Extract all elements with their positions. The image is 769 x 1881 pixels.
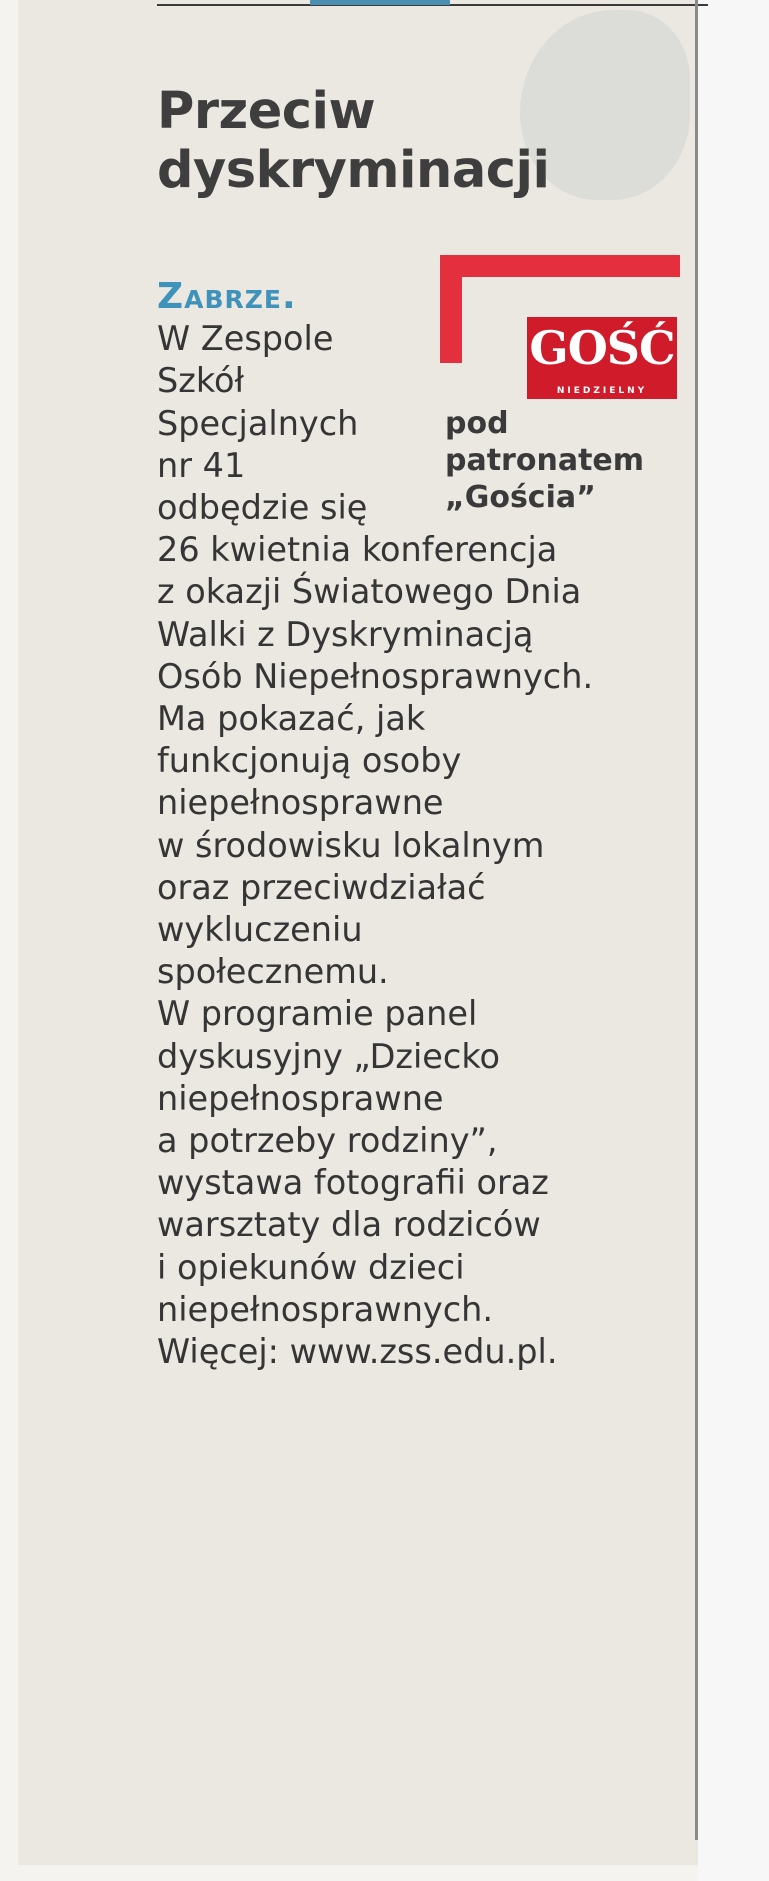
body-line: dyskusyjny „Dziecko <box>157 1036 501 1076</box>
body-line: nr 41 <box>157 445 246 485</box>
body-line: odbędzie się <box>157 488 368 528</box>
body-line: oraz przeciwdziałać <box>157 867 486 907</box>
body-line: 26 kwietnia konferencja <box>157 530 558 570</box>
body-line: warsztaty dla rodziców <box>157 1205 541 1245</box>
body-line: funkcjonują osoby <box>157 741 462 781</box>
headline-line-1: Przeciw <box>157 82 376 141</box>
headline-line-2: dyskryminacji <box>157 141 550 200</box>
patronage-line-1: pod <box>445 406 509 441</box>
body-line: niepełnosprawnych. <box>157 1289 494 1329</box>
body-line: Ma pokazać, jak <box>157 699 426 739</box>
body-line: wystawa fotografii oraz <box>157 1163 549 1203</box>
body-line: i opiekunów dzieci <box>157 1247 465 1287</box>
badge-frame-top <box>440 255 680 277</box>
logo-title: GOŚĆ <box>529 321 675 375</box>
body-line: a potrzeby rodziny”, <box>157 1121 498 1161</box>
logo-subtitle: NIEDZIELNY <box>556 386 648 396</box>
page-margin <box>698 0 769 1881</box>
body-line: wykluczeniu <box>157 910 363 950</box>
body-line: z okazji Światowego Dnia <box>157 572 582 612</box>
body-line: społecznemu. <box>157 952 389 992</box>
body-line: Osób Niepełnosprawnych. <box>157 656 594 696</box>
body-line-link: Więcej: www.zss.edu.pl. <box>157 1332 558 1372</box>
patronage-line-3: „Gościa” <box>445 480 596 515</box>
patronage-line-2: patronatem <box>445 443 645 478</box>
body-line: W programie panel <box>157 994 478 1034</box>
article-headline <box>157 82 617 200</box>
body-line: W Zespole <box>157 319 334 359</box>
article-body <box>157 276 697 1373</box>
body-line: niepełnosprawne <box>157 1078 444 1118</box>
body-line: w środowisku lokalnym <box>157 825 545 865</box>
body-line: Szkół <box>157 361 245 401</box>
top-accent-bar <box>310 0 450 5</box>
body-line: Specjalnych <box>157 403 359 443</box>
body-line: Walki z Dyskryminacją <box>157 614 534 654</box>
body-line: niepełnosprawne <box>157 783 444 823</box>
article-location: Zabrze. <box>157 276 297 317</box>
